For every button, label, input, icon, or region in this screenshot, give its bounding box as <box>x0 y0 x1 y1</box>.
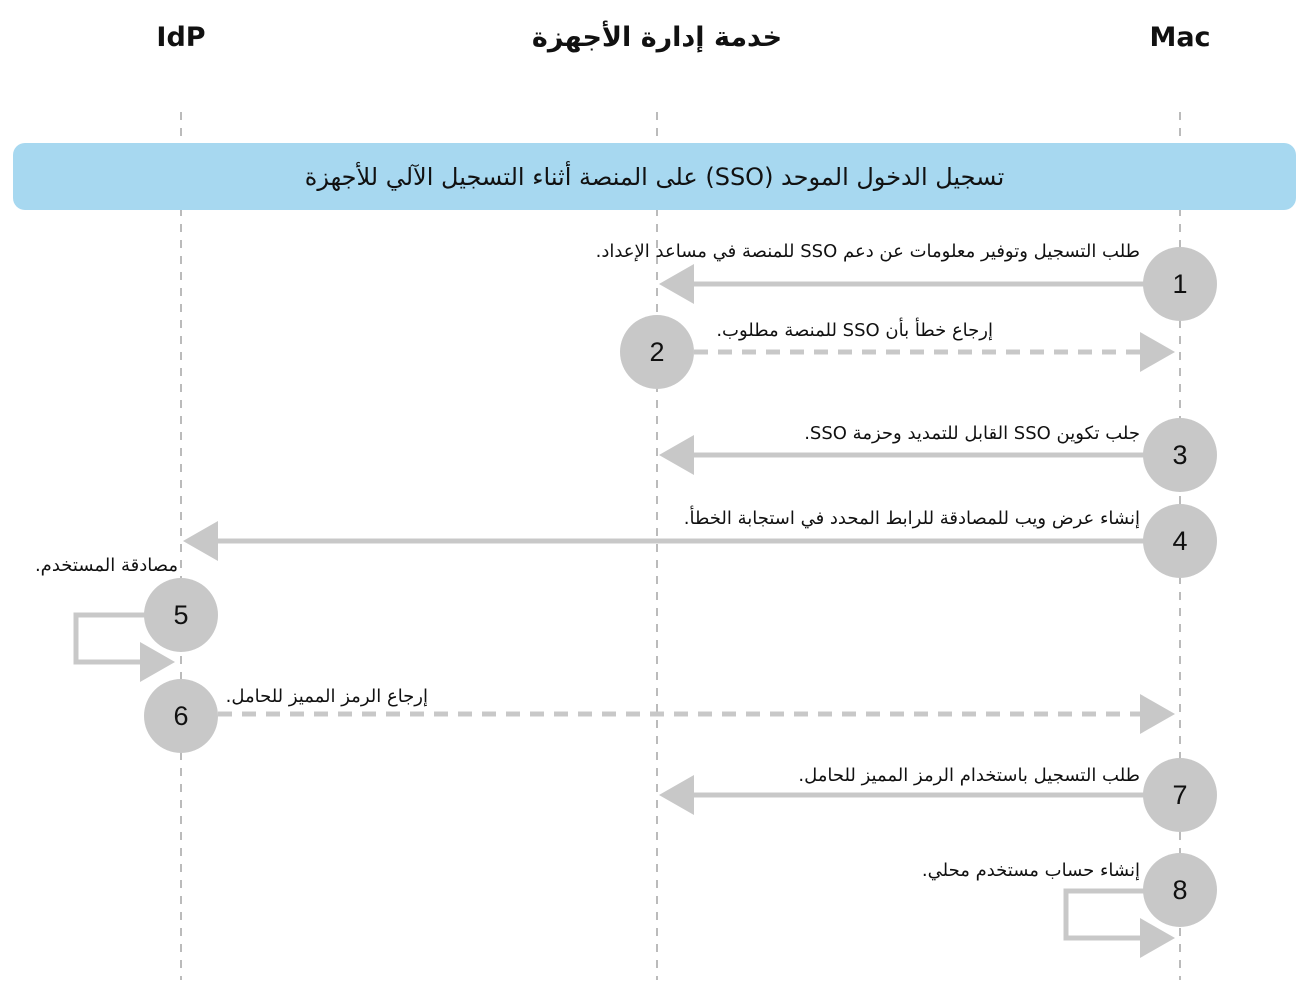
lane-title-mac: Mac <box>1149 22 1211 53</box>
phase-banner <box>13 143 1296 210</box>
step-8-label: إنشاء حساب مستخدم محلي. <box>921 860 1140 881</box>
step-1-label: طلب التسجيل وتوفير معلومات عن دعم SSO للمنصة في مساعد الإعداد. <box>595 241 1140 262</box>
step-3-badge: 3 <box>1143 418 1217 492</box>
step-6-label: إرجاع الرمز المميز للحامل. <box>225 686 428 707</box>
lane-title-device-management: خدمة إدارة الأجهزة <box>531 22 783 53</box>
step-3-label: جلب تكوين SSO القابل للتمديد وحزمة SSO. <box>804 423 1140 444</box>
step-7-badge: 7 <box>1143 758 1217 832</box>
step-1-badge: 1 <box>1143 247 1217 321</box>
lane-title-idp: IdP <box>156 22 206 53</box>
step-5-badge: 5 <box>144 578 218 652</box>
step-4-label: إنشاء عرض ويب للمصادقة للرابط المحدد في استجابة الخطأ. <box>683 508 1140 529</box>
step-5-label: مصادقة المستخدم. <box>34 555 178 576</box>
step-2-badge: 2 <box>620 315 694 389</box>
step-6-badge: 6 <box>144 679 218 753</box>
step-8-badge: 8 <box>1143 853 1217 927</box>
step-2-label: إرجاع خطأ بأن SSO للمنصة مطلوب. <box>716 320 993 341</box>
step-7-label: طلب التسجيل باستخدام الرمز المميز للحامل. <box>798 765 1140 786</box>
phase-banner-title: تسجيل الدخول الموحد (SSO) على المنصة أثناء التسجيل الآلي للأجهزة <box>304 162 1005 191</box>
step-4-badge: 4 <box>1143 504 1217 578</box>
